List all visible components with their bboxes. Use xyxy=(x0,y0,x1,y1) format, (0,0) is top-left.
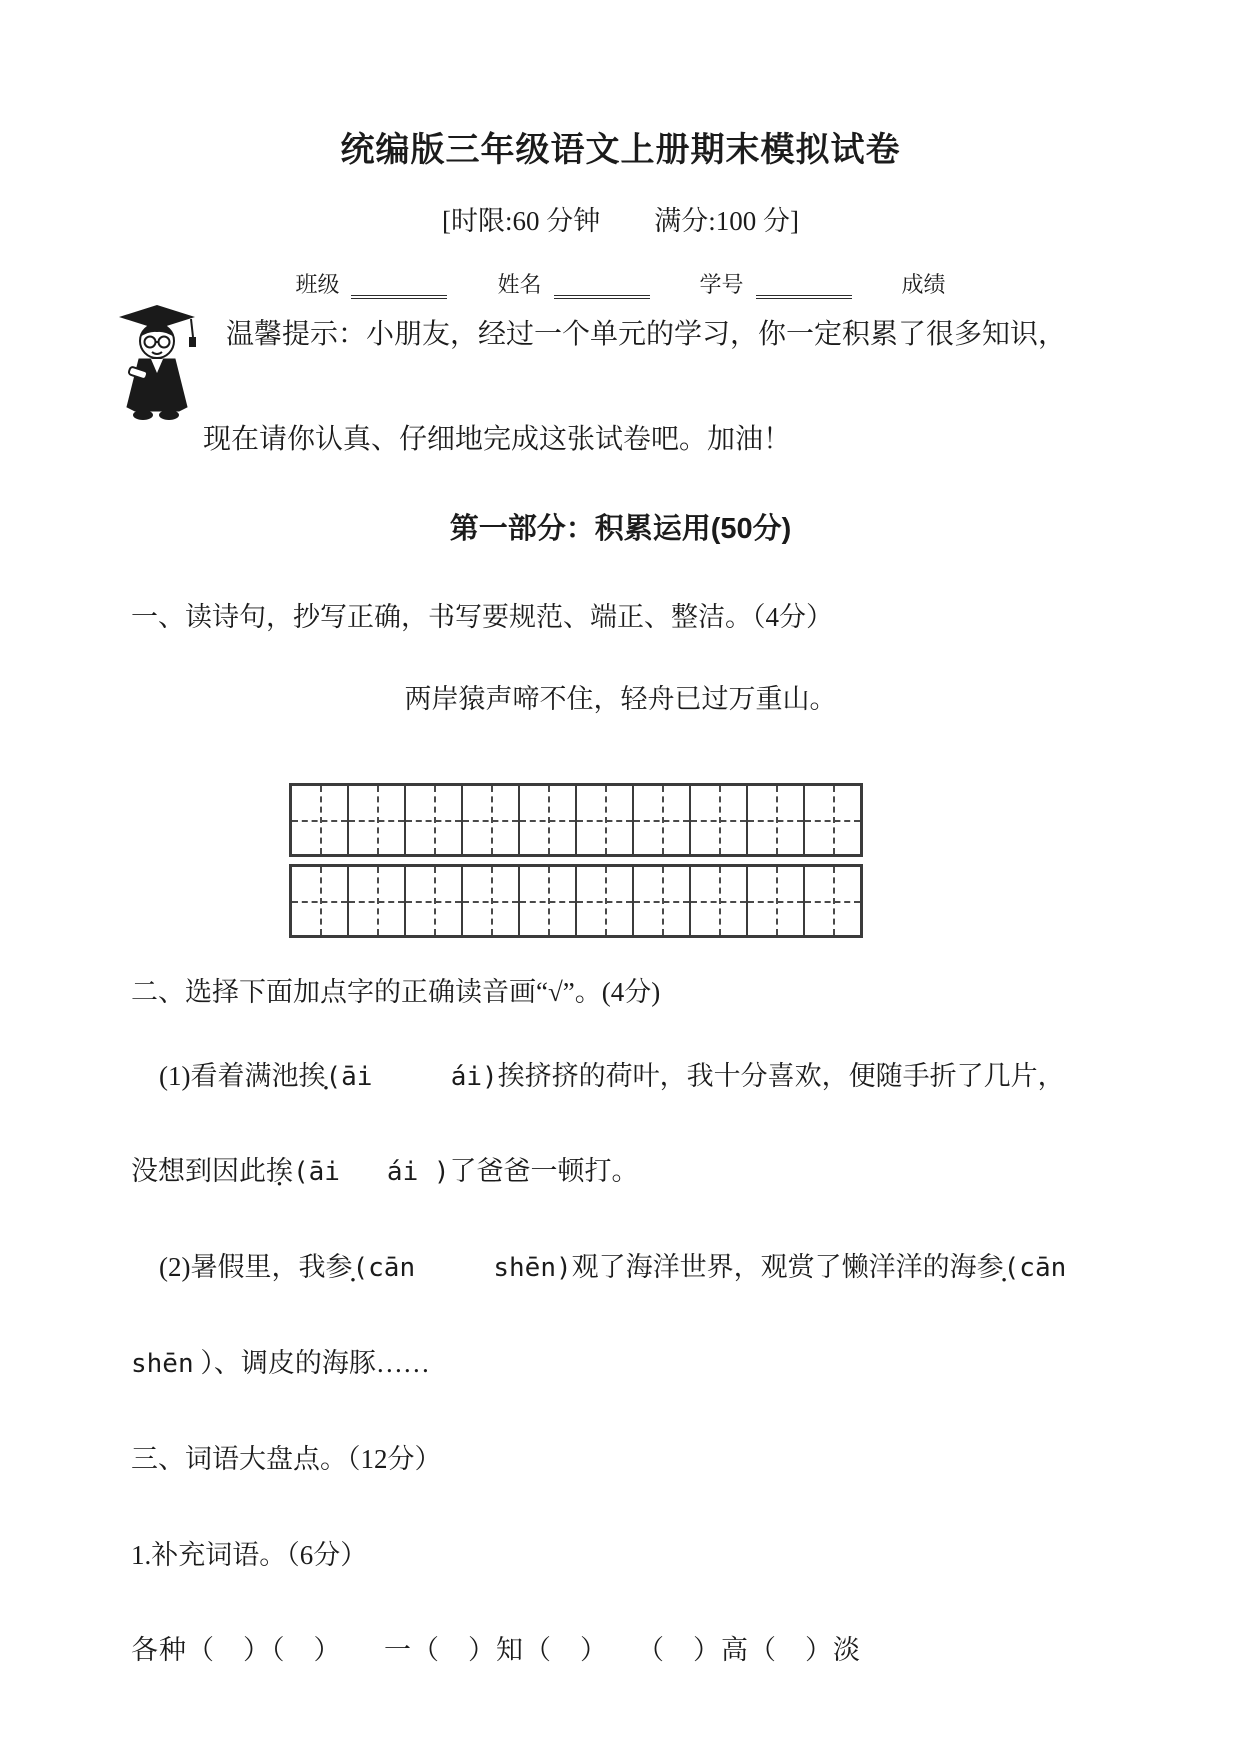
dotted-char: 参 xyxy=(976,1252,1004,1283)
writing-grid-cell xyxy=(462,866,519,936)
exam-limits: [时限:60 分钟 满分:100 分] xyxy=(442,206,799,236)
q3-prompt: 三、词语大盘点。（12分） xyxy=(131,1443,442,1474)
writing-grid-cell xyxy=(690,785,747,855)
student-no-blank xyxy=(756,272,852,299)
student-info-row xyxy=(131,268,1110,299)
part1-heading: 第一部分：积累运用(50分) xyxy=(449,513,792,546)
q2-prompt: 二、选择下面加点字的正确读音画“√”。(4分) xyxy=(131,976,661,1007)
q2-item1-line1 xyxy=(131,1058,1110,1096)
graduate-student-cartoon-icon xyxy=(105,303,209,431)
writing-grid-cell xyxy=(405,785,462,855)
writing-grid-row xyxy=(289,864,863,938)
dotted-char: 挨 xyxy=(266,1156,293,1187)
text-run: 了爸爸一顿打。 xyxy=(449,1156,639,1187)
name-label: 姓名 xyxy=(497,272,542,297)
name-blank xyxy=(554,272,650,299)
tip-section xyxy=(131,315,1110,460)
pinyin-choices: (cān xyxy=(1003,1253,1067,1284)
writing-grid-cell xyxy=(690,866,747,936)
dotted-char: 参 xyxy=(325,1252,353,1283)
writing-grid-cell xyxy=(291,866,348,936)
tip-line1: 温馨提示：小朋友，经过一个单元的学习，你一定积累了很多知识， xyxy=(226,319,1067,350)
text-run: ）、调皮的海豚…… xyxy=(193,1347,430,1378)
writing-grid-cell xyxy=(348,866,405,936)
writing-grid-cell xyxy=(804,785,861,855)
writing-grid-cell xyxy=(747,866,804,936)
text-run: (1)看着满池 xyxy=(159,1060,299,1091)
writing-grid-row xyxy=(289,783,863,857)
q1-poem: 两岸猿声啼不住，轻舟已过万重山。 xyxy=(404,683,837,714)
writing-grid-cell xyxy=(633,866,690,936)
q3-fill-line: 各种（ ）（ ） 一（ ）知（ ） （ ）高（ ）淡 xyxy=(131,1635,861,1666)
text-run: 挨挤挤的荷叶，我十分喜欢，便随手折了几片， xyxy=(497,1060,1065,1091)
writing-grid-cell xyxy=(633,785,690,855)
writing-grid-cell xyxy=(519,785,576,855)
writing-grid-cell xyxy=(405,866,462,936)
writing-grid xyxy=(289,783,1110,938)
q2-item2-line1 xyxy=(131,1249,1110,1287)
pinyin-choices: (āi ái) xyxy=(325,1061,498,1092)
class-blank xyxy=(351,272,447,299)
score-label: 成绩 xyxy=(901,272,946,297)
writing-grid-cell xyxy=(291,785,348,855)
writing-grid-cell xyxy=(462,785,519,855)
pinyin-choices: (cān shēn) xyxy=(352,1253,572,1284)
text-run: (2)暑假里，我 xyxy=(159,1252,326,1283)
pinyin-choices: shēn xyxy=(131,1348,194,1379)
writing-grid-cell xyxy=(576,785,633,855)
page-title: 统编版三年级语文上册期末模拟试卷 xyxy=(340,131,901,169)
q3-sub1: 1.补充词语。（6分） xyxy=(131,1539,368,1570)
text-run: 没想到因此 xyxy=(131,1156,266,1187)
pinyin-choices: (āi ái ) xyxy=(293,1157,450,1188)
q2-item2-line2 xyxy=(131,1345,1110,1383)
q1-prompt: 一、读诗句，抄写正确，书写要规范、端正、整洁。（4分） xyxy=(131,602,833,633)
writing-grid-cell xyxy=(519,866,576,936)
text-run: 观了海洋世界，观赏了懒洋洋的海 xyxy=(571,1252,977,1283)
writing-grid-cell xyxy=(804,866,861,936)
q2-item1-line2 xyxy=(131,1153,1110,1191)
class-label: 班级 xyxy=(295,272,340,297)
tip-line2: 现在请你认真、仔细地完成这张试卷吧。加油！ xyxy=(203,423,792,455)
writing-grid-cell xyxy=(747,785,804,855)
writing-grid-cell xyxy=(348,785,405,855)
student-no-label: 学号 xyxy=(699,272,744,297)
writing-grid-cell xyxy=(576,866,633,936)
dotted-char: 挨 xyxy=(298,1060,326,1091)
